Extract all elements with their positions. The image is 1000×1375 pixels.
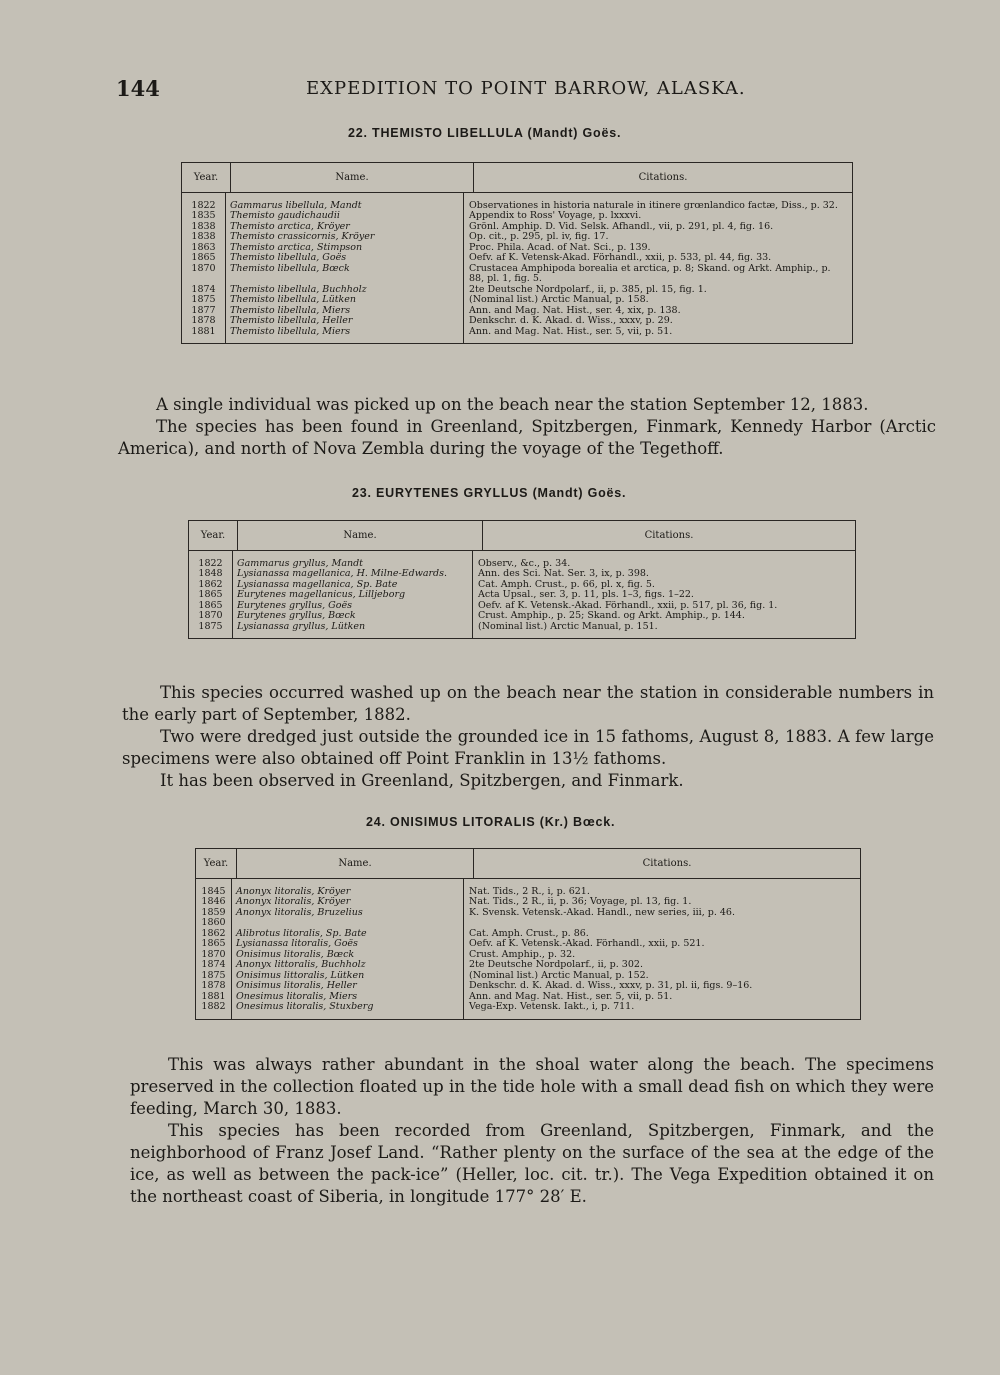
year-cell: 1875 (189, 622, 233, 639)
section-title-22: 22. THEMISTO LIBELLULA (Mandt) Goës. (348, 126, 622, 140)
citation-cell: 2te Deutsche Nordpolarf., ii, p. 385, pl. 15, fig. 1. (469, 283, 707, 295)
name-cell: Gammarus libellula, Mandt (226, 193, 464, 212)
year-column-header: Year. (182, 163, 231, 192)
synonymy-table-22 (181, 162, 853, 344)
name-cell: Onisimus littoralis, Lütken (232, 971, 464, 982)
year-column-header: Year. (189, 521, 238, 550)
citation-cell: Crust. Amphip., p. 32. (469, 948, 576, 960)
citation-cell: Oefv. af K. Vetensk-Akad. Förhandl., xxii, p. 533, pl. 44, fig. 33. (469, 252, 772, 263)
body-paragraph: Two were dredged just outside the grounded ice in 15 fathoms, August 8, 1883. A few large specimens were also obtained off Point Franklin in 13½ fathoms. (122, 727, 934, 768)
year-cell: 1822 (189, 551, 233, 570)
citation-cell: (Nominal list.) Arctic Manual, p. 151. (478, 620, 658, 632)
name-cell: Lysianassa magellanica, H. Milne-Edwards. (233, 569, 473, 580)
year-cell: 1870 (196, 950, 232, 961)
synonymy-table-24 (195, 848, 861, 1020)
table-row (196, 897, 860, 908)
name-cell: Alibrotus litoralis, Sp. Bate (232, 929, 464, 940)
year-cell: 1870 (182, 264, 226, 285)
table-header-row (196, 849, 860, 879)
section-24-text (130, 1054, 934, 1208)
table-row (182, 316, 852, 327)
citation-cell: 2te Deutsche Nordpolarf., ii, p. 302. (469, 959, 643, 970)
table-row (182, 193, 852, 212)
name-column-header: Name. (231, 163, 474, 192)
name-cell: Anonyx litoralis, Kröyer (232, 879, 464, 898)
year-cell: 1846 (196, 897, 232, 908)
name-column-header: Name. (238, 521, 483, 550)
year-cell: 1865 (196, 939, 232, 950)
citation-cell: Denkschr. d. K. Akad. d. Wiss., xxxv, p. 31, pl. ii, figs. 9–16. (469, 980, 753, 991)
name-cell: Themisto arctica, Stimpson (226, 243, 464, 254)
table-row (196, 939, 860, 950)
table-row (196, 981, 860, 992)
citation-cell: Acta Upsal., ser. 3, p. 11, pls. 1–3, figs. 1–22. (478, 589, 694, 600)
table-row (196, 908, 860, 929)
year-cell: 1848 (189, 569, 233, 580)
name-cell: Lysianassa gryllus, Lütken (233, 622, 473, 639)
table-row (189, 569, 855, 580)
year-cell: 1859 1860 (196, 908, 232, 929)
name-cell: Themisto gaudichaudii (226, 211, 464, 222)
table-header-row (189, 521, 855, 551)
citation-cell: Appendix to Ross' Voyage, p. lxxxvi. (469, 210, 642, 221)
section-title-24: 24. ONISIMUS LITORALIS (Kr.) Bœck. (366, 815, 616, 829)
citation-cell: Grönl. Amphip. D. Vid. Selsk. Afhandl., vii, p. 291, pl. 4, fig. 16. (469, 220, 774, 232)
name-cell: Themisto libellula, Goës (226, 253, 464, 264)
name-cell: Themisto libellula, Bœck (226, 264, 464, 285)
year-cell: 1865 (182, 253, 226, 264)
citation-cell: Vega-Exp. Vetensk. Iakt., i, p. 711. (469, 1001, 635, 1012)
name-cell: Lysianassa litoralis, Goës (232, 939, 464, 950)
name-cell: Eurytenes magellanicus, Lilljeborg (233, 590, 473, 601)
citation-cell: Oefv. af K. Vetensk.-Akad. Förhandl., xxii, p. 517, pl. 36, fig. 1. (478, 599, 778, 611)
year-cell: 1878 (182, 316, 226, 327)
table-row (196, 1002, 860, 1019)
year-cell: 1882 (196, 1002, 232, 1019)
body-paragraph: The species has been found in Greenland, Spitzbergen, Finmark, Kennedy Harbor (Arctic America), and north of Nova Zembla during the voyage of the Tegethoff. (118, 417, 936, 458)
section-22-text (118, 394, 936, 460)
name-cell: Themisto libellula, Miers (226, 306, 464, 317)
name-cell: Onisimus litoralis, Bœck (232, 950, 464, 961)
running-head: EXPEDITION TO POINT BARROW, ALASKA. (306, 78, 746, 99)
name-cell: Eurytenes gryllus, Goës (233, 601, 473, 612)
year-column-header: Year. (196, 849, 237, 878)
year-cell: 1838 (182, 232, 226, 243)
year-cell: 1835 (182, 211, 226, 222)
year-cell: 1875 (196, 971, 232, 982)
name-cell: Themisto arctica, Kröyer (226, 222, 464, 233)
citation-cell: Nat. Tids., 2 R., ii, p. 36; Voyage, pl. 13, fig. 1. (469, 896, 692, 907)
year-cell: 1862 (196, 929, 232, 940)
citation-cell: Ann. and Mag. Nat. Hist., ser. 4, xix, p. 138. (469, 304, 681, 316)
year-cell: 1822 (182, 193, 226, 212)
year-cell: 1874 (196, 960, 232, 971)
name-cell: Gammarus gryllus, Mandt (233, 551, 473, 570)
name-cell: Eurytenes gryllus, Bœck (233, 611, 473, 622)
citation-cell: Cat. Amph. Crust., p. 86. (469, 927, 589, 939)
name-cell: Anonyx litoralis, Kröyer (232, 897, 464, 908)
citation-cell: Oefv. af K. Vetensk.-Akad. Förhandl., xxii, p. 521. (469, 938, 705, 949)
citation-cell: K. Svensk. Vetensk.-Akad. Handl., new series, iii, p. 46. (469, 906, 735, 918)
table-row (182, 264, 852, 285)
year-cell: 1865 (189, 601, 233, 612)
page-number: 144 (116, 76, 160, 101)
citations-column-header: Citations. (642, 858, 692, 869)
name-cell: Themisto crassicornis, Kröyer (226, 232, 464, 243)
name-cell: Themisto libellula, Heller (226, 316, 464, 327)
citations-column-header: Citations. (638, 172, 688, 183)
name-cell: Anonyx littoralis, Buchholz (232, 960, 464, 971)
citation-cell: Proc. Phila. Acad. of Nat. Sci., p. 139. (469, 241, 651, 253)
citation-cell: Crust. Amphip., p. 25; Skand. og Arkt. Amphip., p. 144. (478, 610, 745, 621)
name-cell: Anonyx litoralis, Bruzelius (232, 908, 464, 929)
table-row (196, 879, 860, 898)
name-cell: Themisto libellula, Lütken (226, 295, 464, 306)
year-cell: 1862 (189, 580, 233, 591)
body-paragraph: This species has been recorded from Greenland, Spitzbergen, Finmark, and the neighborhood of Franz Josef Land. “Rather plenty on the surface of the sea at the edge of the ice, as well as between the pack-ice” (Heller, loc. cit. tr.). The Vega Expedition obtained it on the northeast coast of Siberia, in longitude 177° 28′ E. (130, 1121, 934, 1206)
year-cell: 1881 (182, 327, 226, 344)
year-cell: 1878 (196, 981, 232, 992)
citation-cell: Cat. Amph. Crust., p. 66, pl. x, fig. 5. (478, 578, 655, 590)
year-cell: 1863 (182, 243, 226, 254)
table-row (189, 551, 855, 570)
table-row (182, 327, 852, 344)
table-row (182, 211, 852, 222)
year-cell: 1877 (182, 306, 226, 317)
section-title-23: 23. EURYTENES GRYLLUS (Mandt) Goës. (352, 486, 627, 500)
table-row (189, 590, 855, 601)
year-cell: 1865 (189, 590, 233, 601)
year-cell: 1845 (196, 879, 232, 898)
citation-cell: Op. cit., p. 295, pl. iv, fig. 17. (469, 231, 609, 242)
table-row (182, 232, 852, 243)
name-cell: Onisimus litoralis, Heller (232, 981, 464, 992)
citation-cell: Ann. and Mag. Nat. Hist., ser. 5, vii, p. 51. (469, 990, 673, 1002)
year-cell: 1875 (182, 295, 226, 306)
name-cell: Themisto libellula, Buchholz (226, 285, 464, 296)
citations-column-header: Citations. (644, 530, 694, 541)
citation-cell: Crustacea Amphipoda borealia et arctica, p. 8; Skand. og Arkt. Amphip., p. 88, pl. 1, fig. 5. (469, 262, 831, 284)
name-cell: Onesimus litoralis, Miers (232, 992, 464, 1003)
name-cell: Themisto libellula, Miers (226, 327, 464, 344)
citation-cell: (Nominal list.) Arctic Manual, p. 152. (469, 969, 649, 981)
citation-cell: Denkschr. d. K. Akad. d. Wiss., xxxv, p. 29. (469, 315, 673, 326)
section-23-text (122, 682, 934, 792)
table-row (182, 253, 852, 264)
page-header (116, 76, 936, 102)
name-column-header: Name. (237, 849, 474, 878)
year-cell: 1870 (189, 611, 233, 622)
body-paragraph: This was always rather abundant in the shoal water along the beach. The specimens preserved in the collection floated up in the tide hole with a small dead fish on which they were feeding, March 30, 1883. (130, 1055, 934, 1118)
citation-cell: Ann. des Sci. Nat. Ser. 3, ix, p. 398. (478, 568, 649, 579)
citation-cell: Observ., &c., p. 34. (478, 557, 571, 569)
table-row (196, 960, 860, 971)
citation-cell: Nat. Tids., 2 R., i, p. 621. (469, 885, 590, 897)
body-paragraph: This species occurred washed up on the beach near the station in considerable numbers in the early part of September, 1882. (122, 683, 934, 724)
body-paragraph: It has been observed in Greenland, Spitzbergen, and Finmark. (160, 771, 684, 790)
table-row (182, 295, 852, 306)
year-cell: 1838 (182, 222, 226, 233)
table-row (189, 611, 855, 622)
citation-cell: (Nominal list.) Arctic Manual, p. 158. (469, 294, 649, 305)
year-cell: 1874 (182, 285, 226, 296)
body-paragraph: A single individual was picked up on the beach near the station September 12, 1883. (156, 395, 869, 414)
table-row (189, 622, 855, 639)
synonymy-table-23 (188, 520, 856, 639)
name-cell: Lysianassa magellanica, Sp. Bate (233, 580, 473, 591)
citation-cell: Ann. and Mag. Nat. Hist., ser. 5, vii, p. 51. (469, 325, 673, 337)
table-header-row (182, 163, 852, 193)
name-cell: Onesimus litoralis, Stuxberg (232, 1002, 464, 1019)
citation-cell: Observationes in historia naturale in itinere grœnlandico factæ, Diss., p. 32. (469, 199, 838, 211)
year-cell: 1881 (196, 992, 232, 1003)
